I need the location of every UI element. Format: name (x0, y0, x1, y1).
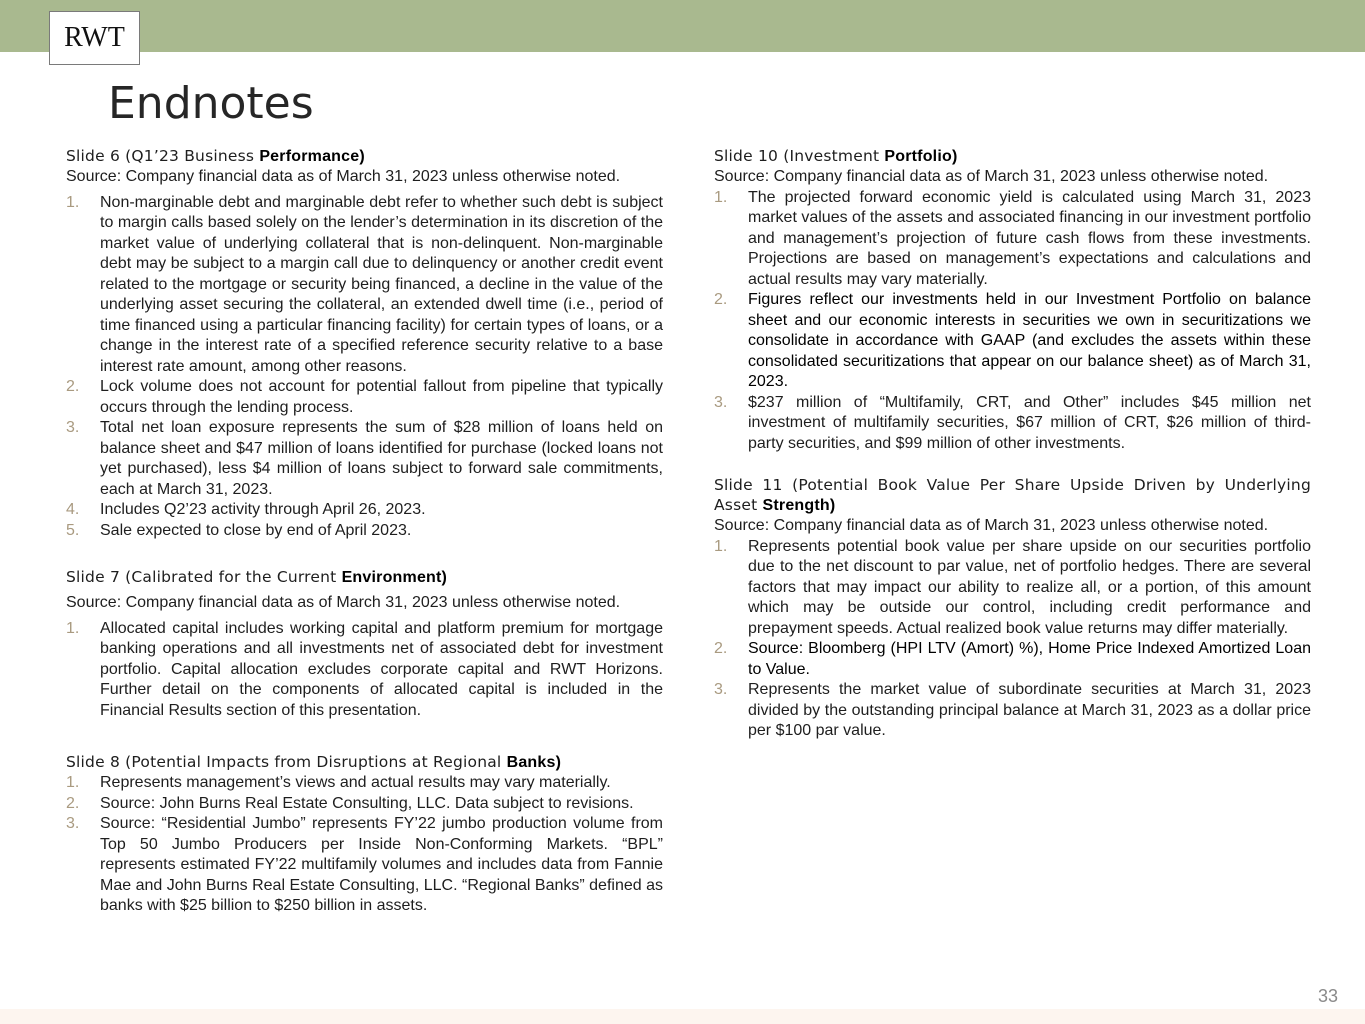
endnote-item: 1. Allocated capital includes working capital and platform premium for mortgage banking operations and all investments net of associated debt for investment portfolio. Capital allocation excludes corporate capital and RWT Horizons. Further detail on the components of allocated capital is included in the Financial Results section of this presentation. (66, 619, 663, 719)
endnote-list (714, 537, 1311, 742)
source-line: Source: Company financial data as of March 31, 2023 unless otherwise noted. (714, 517, 1269, 534)
page-number: 33 (1317, 986, 1338, 1006)
header-bar (0, 0, 1365, 52)
endnote-list (66, 193, 663, 542)
section-heading: Slide 11 (Potential Book Value Per Share Upside Driven by Underlying Asset Strength) (714, 476, 1311, 514)
endnote-item: 3. $237 million of “Multifamily, CRT, and Other” includes $45 million net investment of multifamily securities, $67 million of CRT, $26 million of third-party securities, and $99 million of other investments. (714, 393, 1311, 452)
endnote-list (66, 773, 663, 917)
rwt-logo: RWT (49, 11, 140, 65)
endnote-item: 2. Lock volume does not account for potential fallout from pipeline that typically occurs through the lending process. (66, 378, 663, 416)
endnote-list (714, 188, 1311, 455)
section-heading: Slide 10 (Investment Portfolio) (714, 147, 958, 165)
page-title: Endnotes (108, 78, 314, 129)
source-line: Source: Company financial data as of March 31, 2023 unless otherwise noted. (66, 594, 621, 611)
endnote-section-slide-6 (66, 146, 663, 541)
endnote-section-slide-10 (714, 146, 1311, 454)
section-heading: Slide 8 (Potential Impacts from Disruptions at Regional Banks) (66, 753, 562, 771)
left-column (66, 146, 663, 917)
right-column (714, 146, 1311, 742)
endnote-item: 4. Includes Q2’23 activity through April 26, 2023. (66, 501, 426, 518)
endnote-item: 2. Figures reflect our investments held in our Investment Portfolio on balance sheet and our economic interests in securities we own in securitizations we consolidate in accordance with GAAP (and excludes the assets within these consolidated securitizations that appear on our balance sheet) as of March 31, 2023. (714, 291, 1311, 390)
endnote-item: 1. Represents potential book value per share upside on our securities portfolio due to the net discount to par value, net of portfolio hedges. There are several factors that may impact our ability to realize all, or a portion, of this amount which may be outside our control, including credit performance and prepayment speeds. Actual realized book value returns may differ materially. (714, 537, 1311, 637)
endnote-list (66, 619, 663, 722)
endnote-item: 5. Sale expected to close by end of April 2023. (66, 521, 412, 539)
footer-bar (0, 1009, 1365, 1024)
endnote-item: 1. Non-marginable debt and marginable debt refer to whether such debt is subject to margin calls based solely on the lender’s determination in its discretion of the market value of underlying collateral that is non-delinquent. Non-marginable debt may be subject to a margin call due to delinquency or another credit event related to the mortgage or security being financed, a decline in the value of the underlying asset securing the collateral, an extended dwell time (i.e., period of time financed using a particular financing facility) for certain types of loans, or a change in the interest rate of a specified reference security relative to a base interest rate amount, among other reasons. (66, 193, 663, 375)
endnote-item: 2. Source: John Burns Real Estate Consulting, LLC. Data subject to revisions. (66, 794, 634, 812)
endnote-item: 3. Represents the market value of subordinate securities at March 31, 2023 divided by the outstanding principal balance at March 31, 2023 as a dollar price per $100 par value. (714, 681, 1311, 739)
endnote-item: 2. Source: Bloomberg (HPI LTV (Amort) %), Home Price Indexed Amortized Loan to Value. (714, 640, 1311, 678)
endnote-item: 1. Represents management’s views and actual results may vary materially. (66, 774, 611, 791)
endnote-item: 3. Total net loan exposure represents the sum of $28 million of loans held on balance sheet and $47 million of loans identified for purchase (locked loans not yet purchased), less $4 million of loans subject to forward sale commitments, each at March 31, 2023. (66, 419, 663, 498)
section-heading: Slide 7 (Calibrated for the Current Environment) (66, 568, 448, 586)
endnote-item: 3. Source: “Residential Jumbo” represents FY’22 jumbo production volume from Top 50 Jumbo Producers per Inside Non-Conforming Markets. “BPL” represents estimated FY’22 multifamily volumes and includes data from Fannie Mae and John Burns Real Estate Consulting, LLC. “Regional Banks” defined as banks with $25 billion to $250 billion in assets. (66, 815, 663, 914)
endnote-section-slide-8 (66, 752, 663, 917)
endnote-section-slide-11 (714, 475, 1311, 742)
source-line: Source: Company financial data as of March 31, 2023 unless otherwise noted. (66, 168, 621, 185)
endnote-item: 1. The projected forward economic yield is calculated using March 31, 2023 market values of the assets and associated financing in our investment portfolio and management’s projection of future cash flows from these investments. Projections are based on management’s expectations and calculations and actual results may vary materially. (714, 188, 1311, 288)
endnote-section-slide-7 (66, 567, 663, 721)
section-heading: Slide 6 (Q1’23 Business Performance) (66, 147, 365, 165)
source-line: Source: Company financial data as of March 31, 2023 unless otherwise noted. (714, 168, 1269, 185)
